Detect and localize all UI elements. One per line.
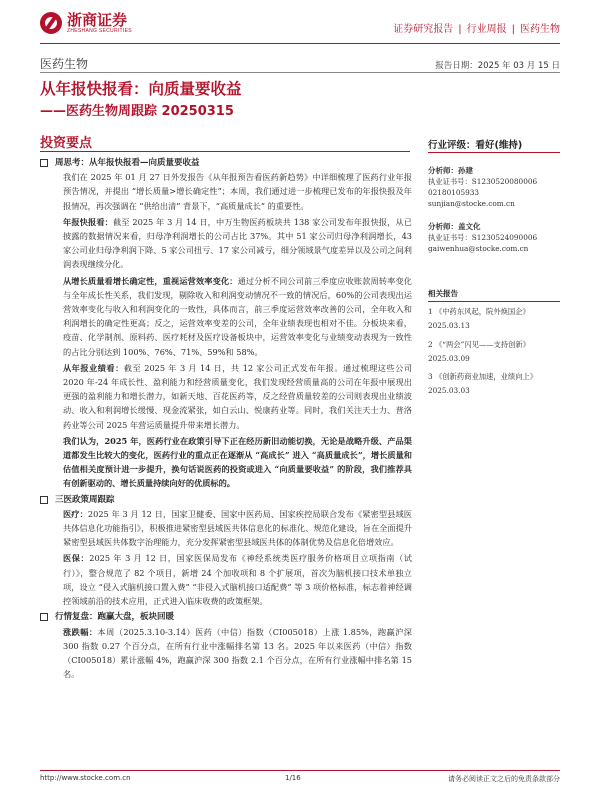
paragraph-text: 通过分析不同公司前三季度应收账款周转率变化与全年成长性关系，我们发现，剔除收入和利润变动情况不一致的情况后，60%的公司表现出运营效率变化与收入和利润变化的一致性，具体而言，前三季度运营效率改善的公司，全年收入和利润增长的确定性更高；反之，运营效率变差的公司，全年业绩表现也相对不佳。分板块来看，疫苗、化学制剂、原料药、医疗耗材及医疗设备板块中，运营效率变化与业绩变动表现为一致性的占比分别达到 100%、76%、71%、59%和 58%。 [63,275,412,357]
footer-disclaimer: 请务必阅读正文之后的免责条款部分 [448,775,560,783]
related-reports-heading: 相关报告 [428,289,458,298]
brand-logo-icon [40,12,62,34]
analyst-cert: 执业证书号：S1230520080006 [428,177,538,186]
paragraph [63,507,412,550]
analyst-email[interactable]: gaiwenhua@stocke.com.cn [428,244,529,253]
square-bullet-icon [40,496,48,504]
report-type-nav: 证券研究报告 | 行业周报 | 医药生物 [393,24,560,35]
nav-item-research-report: 证券研究报告 [393,24,454,35]
brand-logo [40,12,132,34]
nav-item-sector: 医药生物 [520,24,560,35]
related-report-item[interactable]: 3 《创新药商业加速，业绩向上》 2025.03.03 [428,372,538,396]
page-number: 1/16 [285,774,301,782]
analyst-cert: 执业证书号：S1230524090006 [428,233,538,242]
paragraph [63,551,412,608]
square-bullet-icon [40,159,48,167]
paragraph-lead: 从年报业绩看： [63,362,124,373]
investment-points-heading: 投资要点 [40,136,93,151]
paragraph-text: 2025 年 3 月 12 日，国家卫健委、国家中医药局、国家疾控局联合发布《紧密型县域医共体信息化功能指引》，积极推进紧密型县域医共体信息化的标准化、规范化建设，旨在全面提升紧密型县域医共体数字治理能力，充分发挥紧密型县域医共体的体制优势及信息化倍增效应。 [63,508,412,548]
paragraph-lead: 年报快报看： [63,216,114,227]
paragraph [63,361,412,432]
report-title: 从年报快报看：向质量要收益 [40,80,242,98]
paragraph: 我们在 2025 年 01 月 27 日外发报告《从年报预告看医药新趋势》中详细梳理了医药行业年报预告情况，并提出 “增长质量>增长确定性”；本周，我们通过进一步梳理已发布的年报快报及年报情况，再次强调在 “供给出清” 背景下，“高质量成长” 的重要性。 [63,172,412,211]
section-weekly-thoughts [40,156,412,170]
header-divider [40,43,560,44]
related-reports-list [428,305,560,403]
paragraph-text: 2025 年 3 月 12 日，国家医保局发布《神经系统类医疗服务价格项目立项指南（试行）》，整合规范了 82 个项目，新增 24 个加收项和 8 个扩展项，首次为脑机接口技术单独立项，设立 “侵入式脑机接口置入费” “非侵入式脑机接口适配费” 等 3 项价格标准，标志着神经调控领域前沿的技术应用，正式进入临床收费的政策框架。 [63,553,412,607]
industry-rating: 行业评级：看好(维持) [428,140,523,151]
analyst-card [428,221,537,254]
report-subtitle: ——医药生物周跟踪 20250315 [40,104,234,119]
section-market-review [40,610,412,624]
conclusion-paragraph: 我们认为，2025 年，医药行业在政策引导下正在经历新旧动能切换，无论是战略升级、产品渠道都发生比较大的变化，医药行业的重点正在逐渐从 “高成长” 进入 “高质量成长”，增长质量和估值相关度预计进一步提升，换句话说医药的投资或进入 “向质量要收益” 的阶段，我们推荐具有创新驱动的、增长质量持续向好的优质标的。 [63,435,412,489]
brand-name-en: ZHESHANG SECURITIES [67,28,132,34]
rating-divider [428,152,560,153]
analyst-name: 分析师：盖文化 [428,222,481,231]
related-report-item[interactable]: 1 《中药东风起，院外焕国企》 2025.03.13 [428,307,530,331]
paragraph-lead: 涨跌幅： [63,626,98,637]
main-body [40,154,412,683]
paragraph-lead: 医保： [63,553,90,564]
section-title: 三医政策周跟踪 [55,494,115,505]
analyst-card [428,165,537,209]
paragraph [63,625,412,682]
paragraph-text: 截至 2025 年 3 月 14 日，中万生物医药板块共 138 家公司发布年报快报，从已披露的数据情况来看，归母净利润增长的公司占比 37%。其中 51 家公司归母净利润增长，43 家公司业归母净利润下降、5 家公司扭亏、17 家公司减亏，细分领域景气度差异以及公司之间利润表现继续分化。 [63,216,412,270]
section-policy-tracking [40,493,412,507]
footer-url[interactable]: http://www.stocke.com.cn [40,774,131,782]
investment-points-divider [40,151,410,152]
analyst-phone: 02180105933 [428,188,480,197]
paragraph-lead: 医疗： [63,508,88,519]
paragraph [63,215,412,272]
section-title: 行情复盘：跑赢大盘，板块回暖 [55,612,175,623]
nav-item-weekly: 行业周报 [466,24,507,35]
section-title: 周思考：从年报快报看—向质量要收益 [55,158,200,168]
footer-divider [40,770,560,771]
report-date: 报告日期：2025 年 03 月 15 日 [435,61,560,71]
analyst-email[interactable]: sunjian@stocke.com.cn [428,199,515,208]
paragraph-text: 本周（2025.3.10-3.14）医药（中信）指数（CI005018）上涨 1.85%，跑赢沪深 300 指数 0.27 个百分点，在所有行业中涨幅排名第 13 名。2025 年以来医药（中信）指数（CI005018）累计涨幅 4%，跑赢沪深 300 指数 2.1 个百分点，在所有行业涨幅中排名第 15 名。 [63,626,412,680]
paragraph [63,274,412,359]
square-bullet-icon [40,613,48,621]
sector-divider [40,72,560,73]
related-report-item[interactable]: 2 《“两会”闪见——支持创新》 2025.03.09 [428,339,530,363]
brand-name-cn: 浙商证券 [67,11,128,29]
analyst-name: 分析师：孙建 [428,166,473,175]
paragraph-text: 截至 2025 年 3 月 14 日，共 12 家公司正式发布年报。通过梳理这些公司 2020 年-24 年成长性、盈利能力和经营质量变化，我们发现经营质量高的公司在年报中展现出更强的盈利能力和增长潜力，如新天地、百花医药等，反之经营质量较差的公司则表现出业绩波动、收入和利润增长缓慢、现金流紧张，如白云山、悦康药业等。同时，我们关注天士力、普洛药业等公司 2025 年营运质量提升带来增长潜力。 [63,362,412,430]
sector-label: 医药生物 [40,57,89,71]
paragraph-lead: 从增长质量看增长确定性，重视运营效率变化： [63,275,238,286]
related-reports-divider [428,301,560,302]
